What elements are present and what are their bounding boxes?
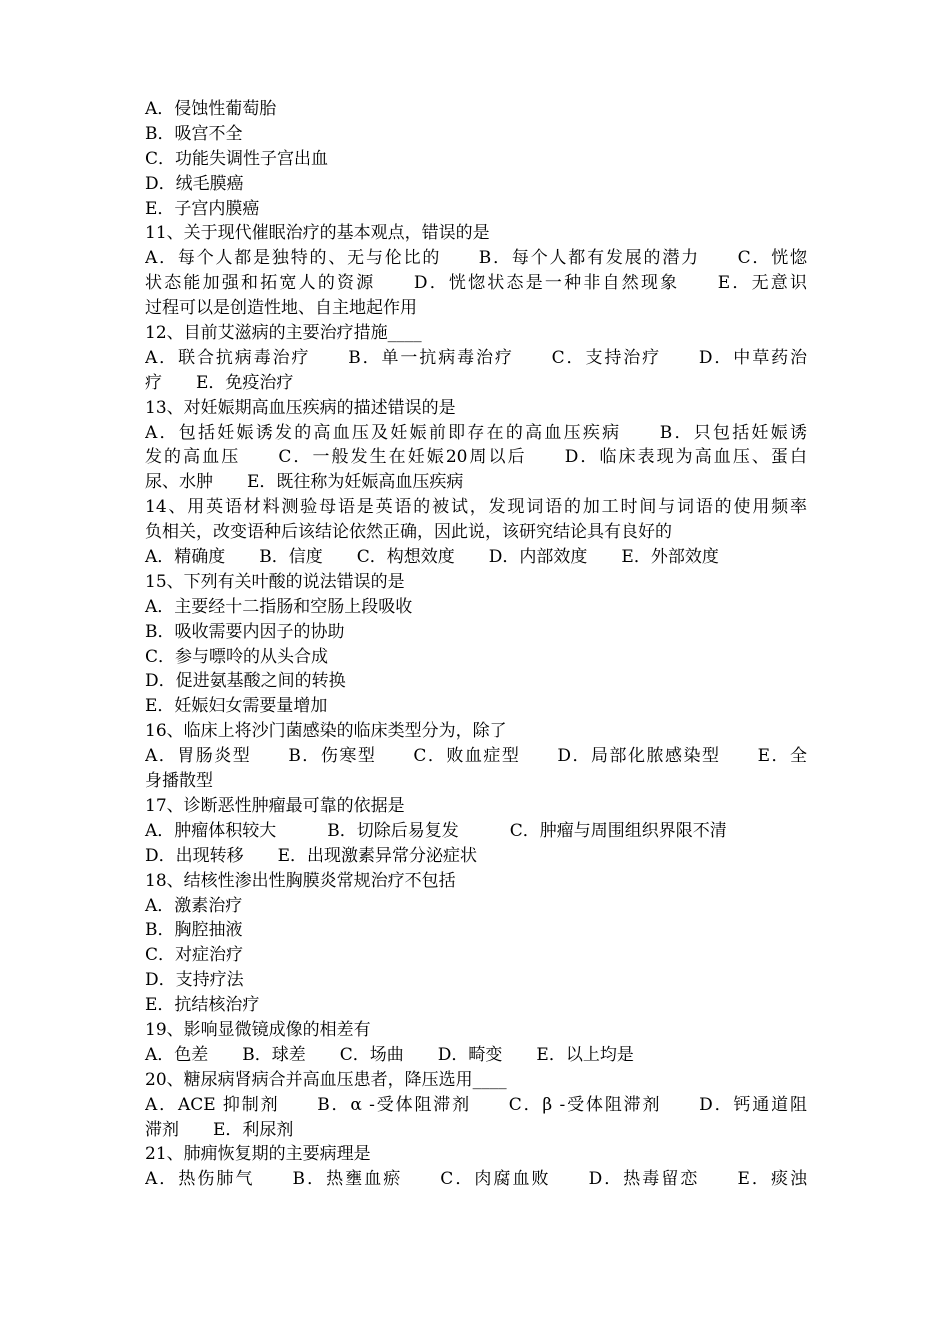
text-line: C．功能失调性子宫出血 bbox=[145, 148, 329, 169]
document-page bbox=[145, 97, 807, 1192]
text-line: A．热伤肺气 B．热壅血瘀 C．肉腐血败 D．热毒留恋 E．痰浊 bbox=[145, 1169, 807, 1190]
text-line: A．肿瘤体积较大 B．切除后易复发 C．肿瘤与周围组织界限不清 bbox=[145, 820, 727, 841]
question-line: 18、结核性渗出性胸膜炎常规治疗不包括 bbox=[145, 870, 456, 891]
text-line: 滞剂 E．利尿剂 bbox=[145, 1119, 294, 1140]
text-line: A．精确度 B．信度 C．构想效度 D．内部效度 E．外部效度 bbox=[145, 547, 719, 568]
question-line: 13、对妊娠期高血压疾病的描述错误的是 bbox=[145, 397, 456, 418]
question-line: 16、临床上将沙门菌感染的临床类型分为，除了 bbox=[145, 721, 507, 742]
question-line: 21、肺痈恢复期的主要病理是 bbox=[145, 1144, 371, 1165]
text-line: 身播散型 bbox=[145, 771, 213, 792]
text-line: C．对症治疗 bbox=[145, 945, 244, 966]
text-line: 尿、水肿 E．既往称为妊娠高血压疾病 bbox=[145, 472, 464, 493]
text-line: A．胃肠炎型 B．伤寒型 C．败血症型 D．局部化脓感染型 E．全 bbox=[145, 746, 807, 767]
text-line: C．参与嘌呤的从头合成 bbox=[145, 646, 329, 667]
text-line: A．联合抗病毒治疗 B．单一抗病毒治疗 C．支持治疗 D．中草药治 bbox=[145, 347, 807, 368]
question-line: 负相关，改变语种后该结论依然正确，因此说，该研究结论具有良好的 bbox=[145, 522, 672, 543]
text-line: B．吸宫不全 bbox=[145, 123, 243, 144]
question-line: 12、目前艾滋病的主要治疗措施____ bbox=[145, 323, 422, 344]
question-line: 17、诊断恶性肿瘤最可靠的依据是 bbox=[145, 795, 405, 816]
text-line: A．包括妊娠诱发的高血压及妊娠前即存在的高血压疾病 B．只包括妊娠诱 bbox=[145, 422, 807, 443]
question-line: 11、关于现代催眠治疗的基本观点，错误的是 bbox=[145, 223, 490, 244]
text-line: E．妊娠妇女需要量增加 bbox=[145, 696, 328, 717]
text-line: 过程可以是创造性地、自主地起作用 bbox=[145, 298, 417, 319]
text-line: D．支持疗法 bbox=[145, 970, 244, 991]
text-line: B．胸腔抽液 bbox=[145, 920, 243, 941]
question-line: 20、糖尿病肾病合并高血压患者，降压选用____ bbox=[145, 1069, 507, 1090]
question-line: 15、下列有关叶酸的说法错误的是 bbox=[145, 571, 405, 592]
text-line: A．主要经十二指肠和空肠上段吸收 bbox=[145, 596, 413, 617]
text-line: D．出现转移 E．出现激素异常分泌症状 bbox=[145, 845, 478, 866]
text-line: A．侵蚀性葡萄胎 bbox=[145, 99, 277, 119]
text-line: A．激素治疗 bbox=[145, 895, 243, 916]
text-line: E．抗结核治疗 bbox=[145, 995, 260, 1016]
text-line: D．促进氨基酸之间的转换 bbox=[145, 671, 346, 692]
text-line: A．色差 B．球差 C．场曲 D．畸变 E．以上均是 bbox=[145, 1044, 634, 1065]
text-line: D．绒毛膜癌 bbox=[145, 173, 244, 194]
text-line: 疗 E．免疫治疗 bbox=[145, 372, 294, 393]
text-line: A．ACE 抑制剂 B．α -受体阻滞剂 C．β -受体阻滞剂 D．钙通道阻 bbox=[145, 1094, 807, 1115]
text-line: B．吸收需要内因子的协助 bbox=[145, 621, 345, 642]
text-line: A．每个人都是独特的、无与伦比的 B．每个人都有发展的潜力 C．恍惚 bbox=[145, 248, 807, 269]
text-line: E．子宫内膜癌 bbox=[145, 198, 260, 219]
text-line: 发的高血压 C．一般发生在妊娠20周以后 D．临床表现为高血压、蛋白 bbox=[145, 447, 807, 468]
text-line: 状态能加强和拓宽人的资源 D．恍惚状态是一种非自然现象 E．无意识 bbox=[145, 273, 807, 294]
question-line: 19、影响显微镜成像的相差有 bbox=[145, 1019, 371, 1040]
question-line: 14、用英语材料测验母语是英语的被试，发现词语的加工时间与词语的使用频率 bbox=[145, 497, 807, 518]
